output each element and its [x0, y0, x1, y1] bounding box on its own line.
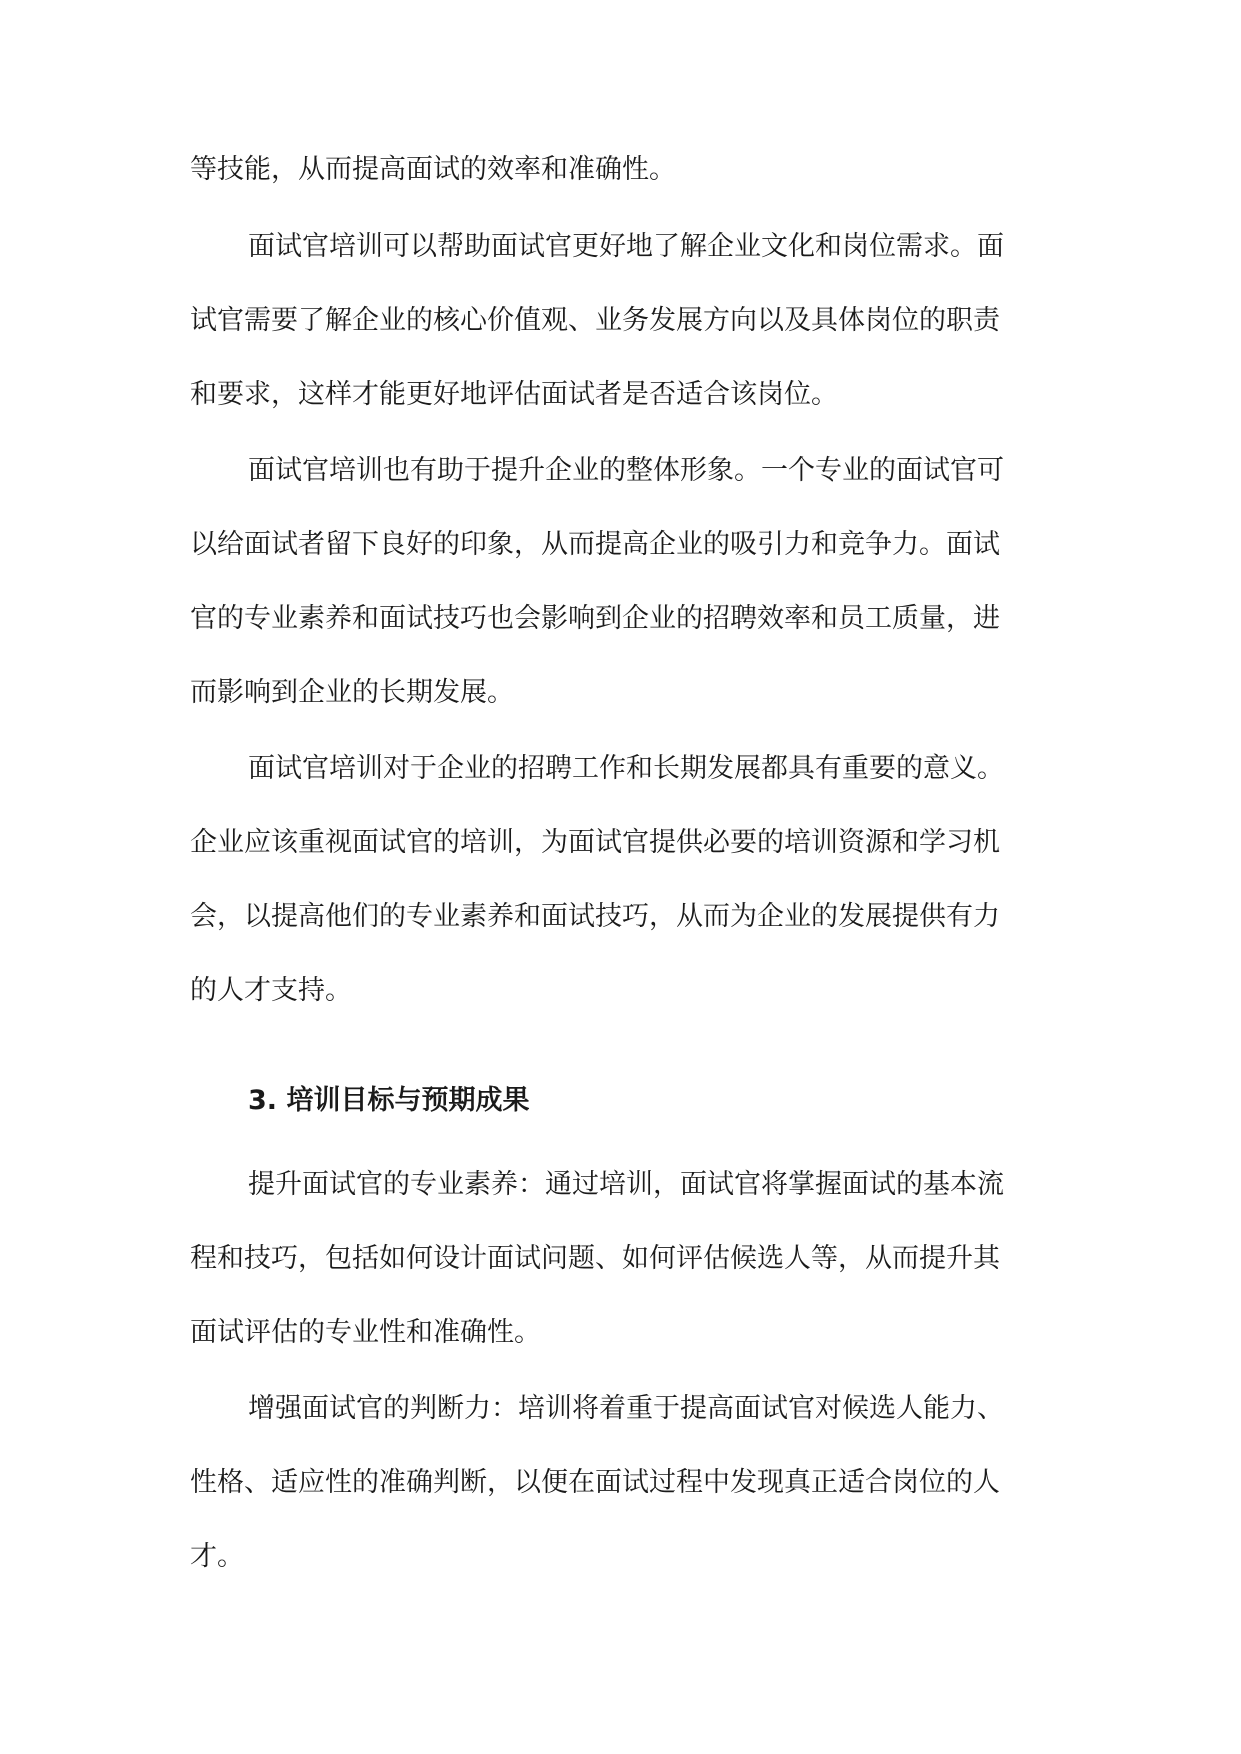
paragraph-line: 会，以提高他们的专业素养和面试技巧，从而为企业的发展提供有力: [190, 901, 1000, 932]
paragraph-line: 性格、适应性的准确判断，以便在面试过程中发现真正适合岗位的人: [190, 1467, 1000, 1498]
paragraph-line: 面试官培训可以帮助面试官更好地了解企业文化和岗位需求。面: [248, 231, 1004, 262]
paragraph-line: 提升面试官的专业素养：通过培训，面试官将掌握面试的基本流: [248, 1169, 1004, 1200]
paragraph-line: 企业应该重视面试官的培训，为面试官提供必要的培训资源和学习机: [190, 827, 1000, 858]
paragraph-line: 和要求，这样才能更好地评估面试者是否适合该岗位。: [190, 379, 838, 410]
paragraph-line: 面试官培训也有助于提升企业的整体形象。一个专业的面试官可: [248, 455, 1004, 486]
paragraph-line: 增强面试官的判断力：培训将着重于提高面试官对候选人能力、: [248, 1393, 1004, 1424]
section-heading: 3. 培训目标与预期成果: [248, 1085, 530, 1116]
paragraph-line: 程和技巧，包括如何设计面试问题、如何评估候选人等，从而提升其: [190, 1243, 1000, 1274]
paragraph-line: 的人才支持。: [190, 975, 352, 1006]
paragraph-line: 等技能，从而提高面试的效率和准确性。: [190, 154, 676, 185]
paragraph-line: 面试评估的专业性和准确性。: [190, 1317, 541, 1348]
paragraph-line: 面试官培训对于企业的招聘工作和长期发展都具有重要的意义。: [248, 753, 1004, 784]
paragraph-line: 官的专业素养和面试技巧也会影响到企业的招聘效率和员工质量，进: [190, 603, 1000, 634]
paragraph-line: 而影响到企业的长期发展。: [190, 677, 514, 708]
paragraph-line: 试官需要了解企业的核心价值观、业务发展方向以及具体岗位的职责: [190, 305, 1000, 336]
paragraph-line: 才。: [190, 1541, 244, 1572]
paragraph-line: 以给面试者留下良好的印象，从而提高企业的吸引力和竞争力。面试: [190, 529, 1000, 560]
